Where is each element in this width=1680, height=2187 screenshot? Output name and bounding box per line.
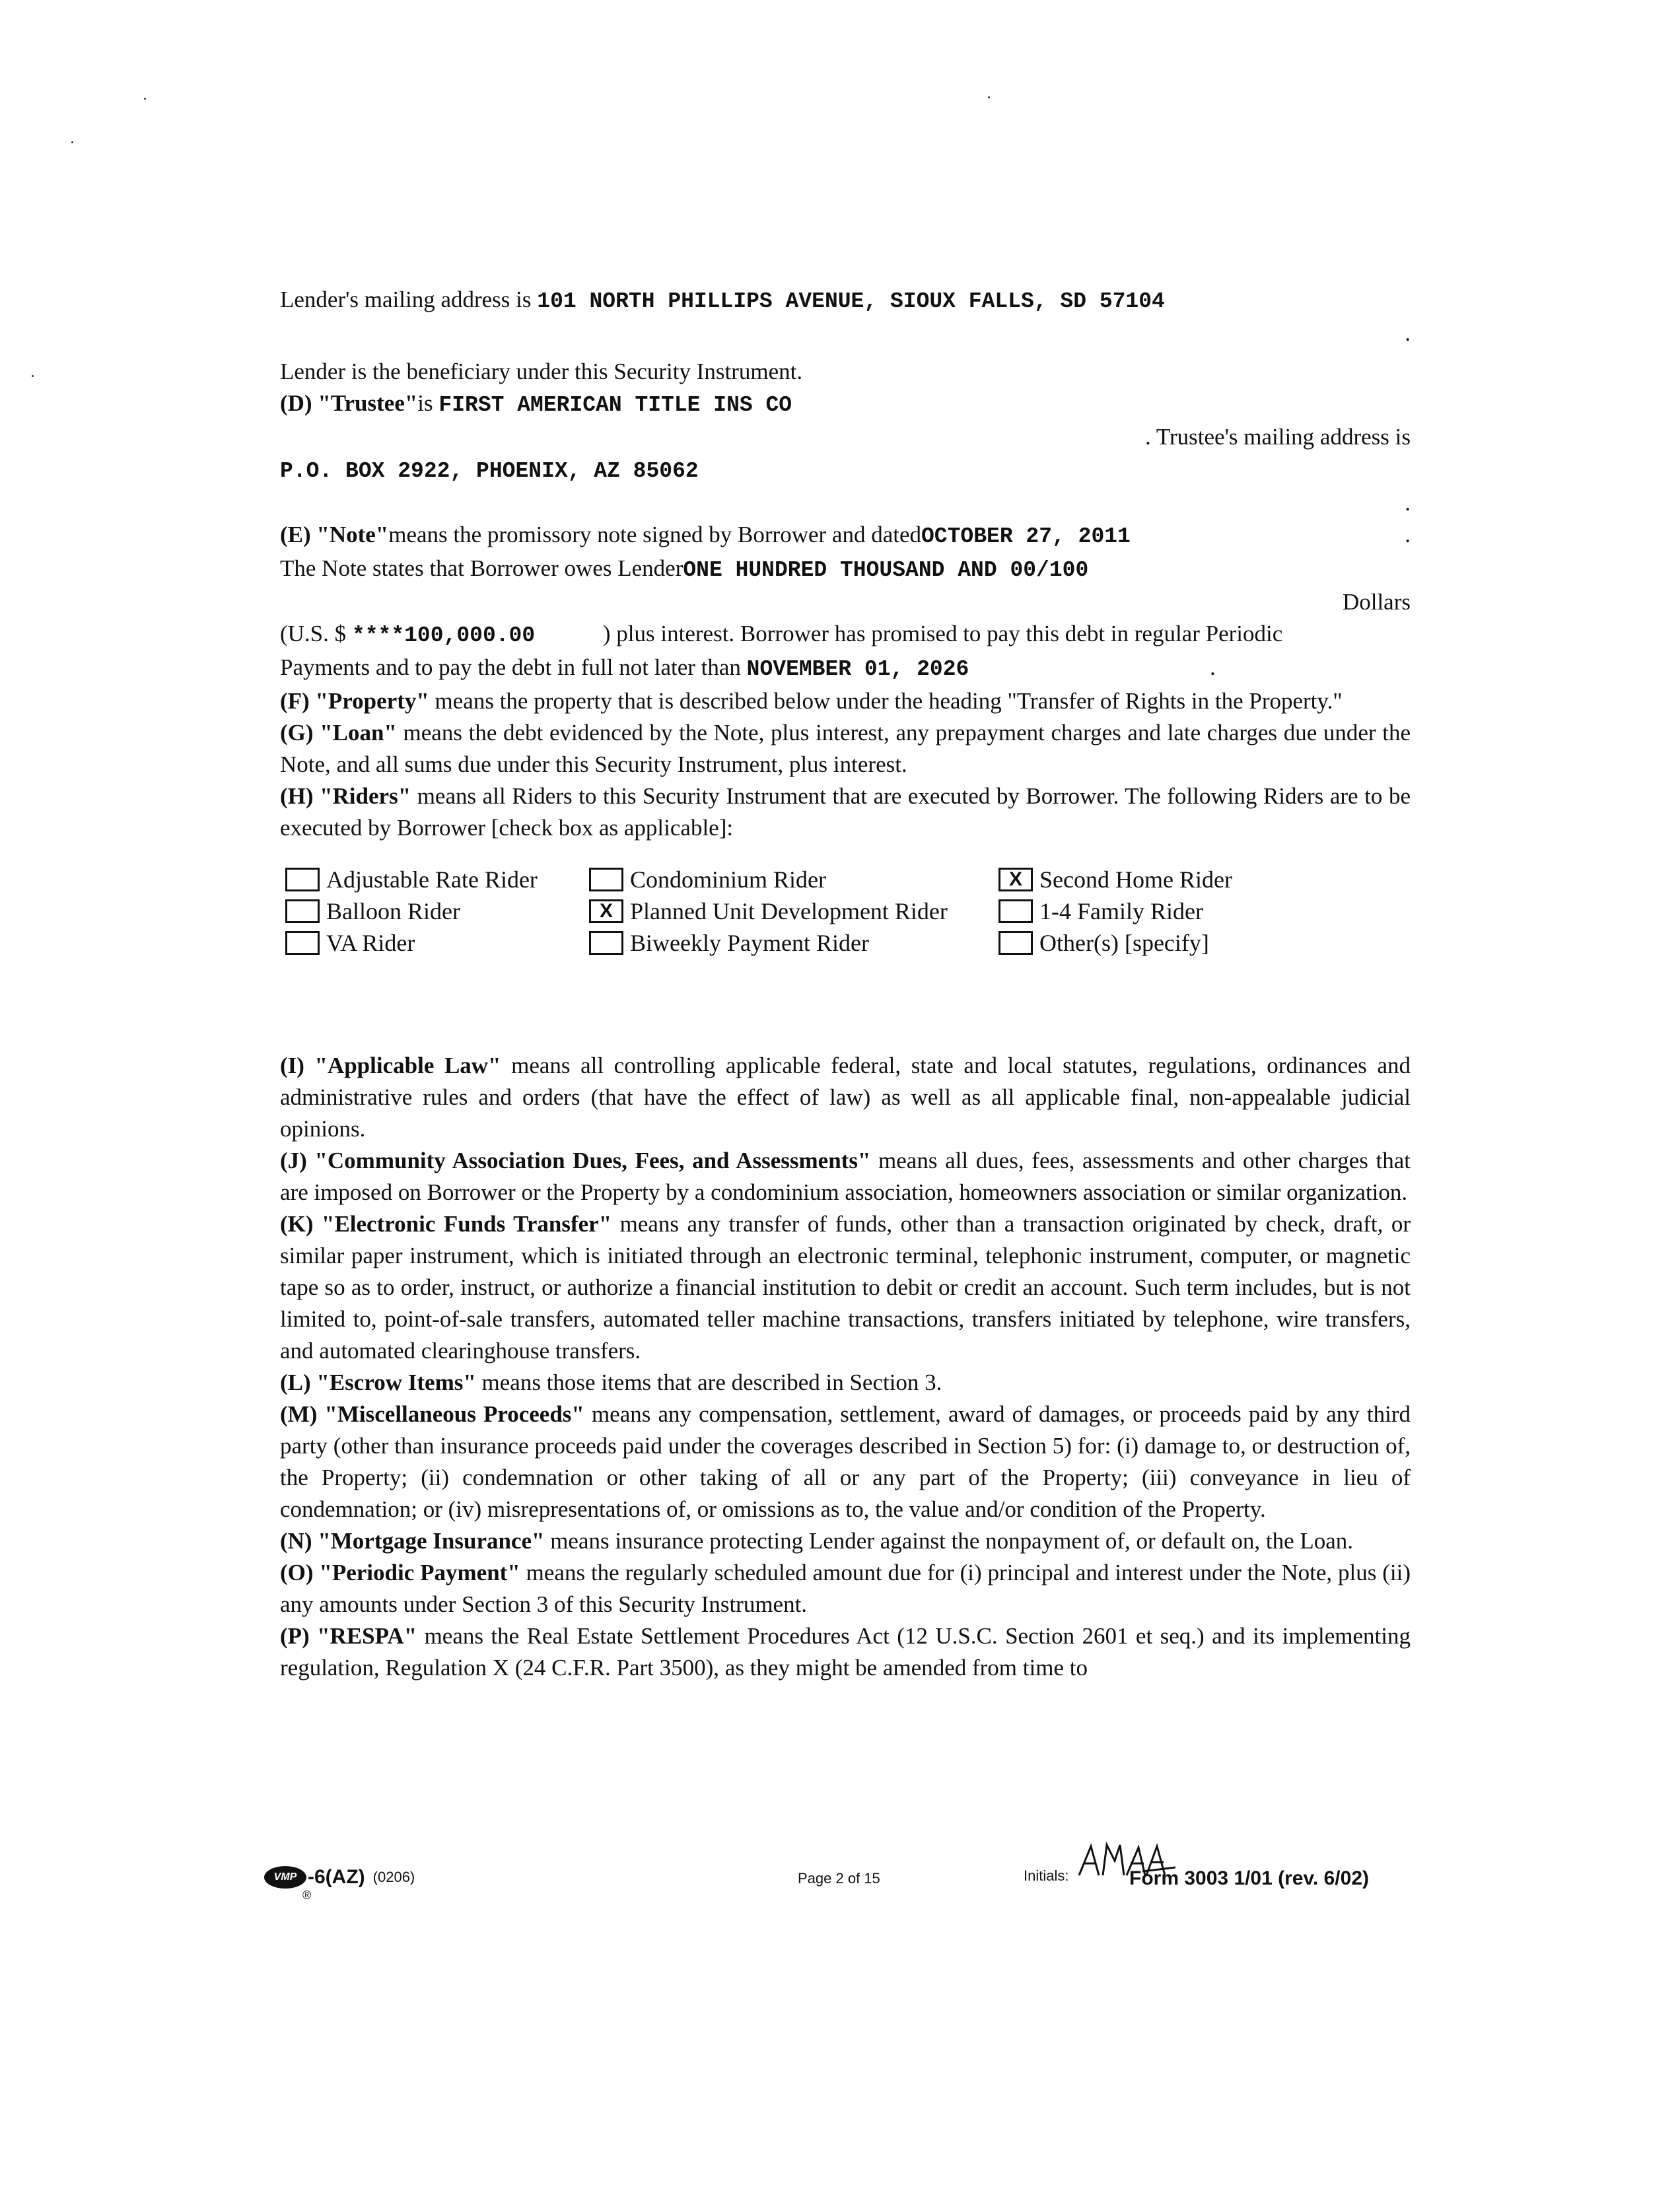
rider-checkbox[interactable] [589, 868, 623, 891]
rider-checkbox[interactable] [589, 931, 623, 955]
loan-text: means the debt evidenced by the Note, plus interest, any prepayment charges and late charges due under the Note, and all sums due under this Security Instrument, plus interest. [280, 720, 1411, 777]
definition-electronic-funds-transfer [280, 1208, 1411, 1367]
note-line-2 [280, 553, 1411, 586]
form-date: (0206) [372, 1869, 415, 1885]
definition-label: (O) "Periodic Payment" [280, 1560, 520, 1585]
definition-loan [280, 717, 1411, 781]
definition-applicable-law [280, 1050, 1411, 1145]
note-amount-words: ONE HUNDRED THOUSAND AND 00/100 [683, 558, 1089, 582]
definition-label: (K) "Electronic Funds Transfer" [280, 1211, 612, 1237]
rider-balloon[interactable] [285, 895, 589, 927]
note-text-2: The Note states that Borrower owes Lender [280, 555, 683, 581]
lender-mailing-line [280, 284, 1411, 318]
form-code: -6(AZ) [308, 1866, 365, 1888]
rider-other[interactable] [998, 927, 1302, 959]
note-text-3: ) plus interest. Borrower has promised to pay this debt in regular Periodic [602, 621, 1283, 646]
rider-label: VA Rider [326, 930, 415, 956]
rider-label: Second Home Rider [1039, 866, 1232, 893]
note-text-1: means the promissory note signed by Borrower and dated [388, 522, 921, 547]
definition-text: means those items that are described in Section 3. [481, 1370, 942, 1395]
lender-mailing-prefix: Lender's mailing address is [280, 287, 532, 312]
rider-checkbox-checked[interactable]: X [589, 899, 623, 923]
property-label: (F) "Property" [280, 688, 429, 714]
initials-label: Initials: [1024, 1867, 1069, 1884]
lender-mailing-address: 101 NORTH PHILLIPS AVENUE, SIOUX FALLS, SD 57104 [537, 289, 1165, 314]
note-text-4: Payments and to pay the debt in full not later than [280, 654, 741, 680]
note-maturity: NOVEMBER 01, 2026 [746, 657, 969, 681]
definition-label: (N) "Mortgage Insurance" [280, 1528, 545, 1554]
definition-label: (P) "RESPA" [280, 1623, 417, 1649]
rider-va[interactable] [285, 927, 589, 959]
vmp-logo-icon: VMP [264, 1866, 306, 1889]
riders-text: means all Riders to this Security Instrument that are executed by Borrower. The following Riders are to be executed by Borrower [check box as applicable]: [280, 783, 1411, 841]
vmp-logo [264, 1866, 415, 1902]
rider-label: Planned Unit Development Rider [630, 898, 948, 924]
definition-mortgage-insurance [280, 1525, 1411, 1557]
rider-second-home[interactable] [998, 864, 1302, 895]
trustee-line [280, 388, 1411, 421]
note-us-prefix: (U.S. $ [280, 621, 347, 646]
rider-label: Balloon Rider [326, 898, 460, 924]
trustee-label: (D) "Trustee" [280, 390, 418, 416]
note-date: OCTOBER 27, 2011 [921, 524, 1131, 549]
scan-speck [32, 375, 34, 377]
rider-label: Adjustable Rate Rider [326, 866, 538, 893]
lender-trailing-period: . [1405, 320, 1411, 346]
definition-label: (L) "Escrow Items" [280, 1370, 476, 1395]
property-text: means the property that is described below under the heading "Transfer of Rights in the Property." [435, 688, 1343, 714]
registered-mark: ® [302, 1889, 312, 1902]
definition-label: (I) "Applicable Law" [280, 1053, 501, 1078]
scan-speck [71, 141, 73, 143]
document-body [280, 284, 1411, 1684]
definition-respa [280, 1620, 1411, 1684]
rider-1-4-family[interactable] [998, 895, 1302, 927]
definition-text: means all dues, fees, assessments and other charges that are imposed on Borrower or the Property by a condominium association, homeowners association or similar organization. [280, 1148, 1411, 1205]
definition-text: means insurance protecting Lender against the nonpayment of, or default on, the Loan. [550, 1528, 1354, 1554]
definition-text: means the Real Estate Settlement Procedures Act (12 U.S.C. Section 2601 et seq.) and its implementing regulation, Regulation X (24 C.F.R. Part 3500), as they might be amended from time to [280, 1623, 1411, 1681]
definition-miscellaneous-proceeds [280, 1399, 1411, 1525]
rider-checkbox[interactable] [285, 931, 320, 955]
definition-periodic-payment [280, 1557, 1411, 1620]
trustee-trailing-period: . [1405, 490, 1411, 516]
rider-adjustable-rate[interactable] [285, 864, 589, 895]
loan-label: (G) "Loan" [280, 720, 397, 746]
rider-checkbox-checked[interactable]: X [998, 868, 1033, 891]
trustee-name: FIRST AMERICAN TITLE INS CO [438, 393, 792, 417]
definition-label: (J) "Community Association Dues, Fees, and Assessments" [280, 1148, 871, 1173]
rider-condominium[interactable] [589, 864, 998, 895]
page-number: Page 2 of 15 [798, 1870, 880, 1887]
lender-beneficiary: Lender is the beneficiary under this Security Instrument. [280, 359, 803, 384]
rider-checkbox[interactable] [285, 899, 320, 923]
riders-label: (H) "Riders" [280, 783, 411, 809]
note-amount: ****100,000.00 [351, 623, 536, 648]
rider-label: Other(s) [specify] [1039, 930, 1209, 956]
note-line-3 [280, 618, 1411, 652]
definition-property [280, 685, 1411, 717]
rider-label: Biweekly Payment Rider [630, 930, 869, 956]
definition-text: means any transfer of funds, other than a transaction originated by check, draft, or similar paper instrument, which is initiated through an electronic terminal, telephonic instrument, computer, or magnetic tape so as to order, instruct, or authorize a financial institution to debit or credit an account. Such term includes, but is not limited to, point-of-sale transfers, automated teller machine transactions, transfers initiated by telephone, wire transfers, and automated clearinghouse transfers. [280, 1211, 1411, 1364]
note-line-1: (E) "Note"means the promissory note signed by Borrower and datedOCTOBER 27, 2011 . [280, 522, 1411, 549]
rider-label: Condominium Rider [630, 866, 826, 893]
trustee-is: is [417, 390, 433, 416]
riders-checklist [285, 864, 1411, 959]
trustee-mailing-text: . Trustee's mailing address is [1144, 424, 1411, 450]
rider-planned-unit-development[interactable] [589, 895, 998, 927]
rider-label: 1-4 Family Rider [1039, 898, 1203, 924]
definition-riders [280, 781, 1411, 844]
definition-label: (M) "Miscellaneous Proceeds" [280, 1401, 584, 1427]
definition-escrow-items [280, 1367, 1411, 1399]
scan-speck [144, 98, 146, 100]
note-line-4: Payments and to pay the debt in full not later than NOVEMBER 01, 2026 . [280, 654, 1216, 681]
definition-text: means the regularly scheduled amount due for (i) principal and interest under the Note, plus (ii) any amounts under Section 3 of this Security Instrument. [280, 1560, 1411, 1617]
definition-community-association-dues [280, 1145, 1411, 1208]
scan-speck [988, 96, 990, 98]
rider-checkbox[interactable] [285, 868, 320, 891]
rider-checkbox[interactable] [998, 899, 1033, 923]
note-label: (E) "Note" [280, 522, 389, 547]
trustee-address: P.O. BOX 2922, PHOENIX, AZ 85062 [280, 459, 699, 483]
rider-checkbox[interactable] [998, 931, 1033, 955]
form-number: Form 3003 1/01 (rev. 6/02) [1129, 1867, 1369, 1889]
definition-text: means all controlling applicable federal, state and local statutes, regulations, ordinances and administrative rules and orders (that have the effect of law) as well as all applicable final, non-appealable judicial opinions. [280, 1053, 1411, 1142]
definition-text: means any compensation, settlement, award of damages, or proceeds paid by any third party (other than insurance proceeds paid under the coverages described in Section 5) for: (i) damage to, or destruction of, the Property; (ii) condemnation or other taking of all or any part of the Property; (iii) conveyance in lieu of condemnation; or (iv) misrepresentations of, or omissions as to, the value and/or condition of the Property. [280, 1401, 1411, 1522]
note-dollars: Dollars [1342, 589, 1411, 615]
rider-biweekly-payment[interactable] [589, 927, 998, 959]
page-footer [264, 1861, 1426, 1914]
